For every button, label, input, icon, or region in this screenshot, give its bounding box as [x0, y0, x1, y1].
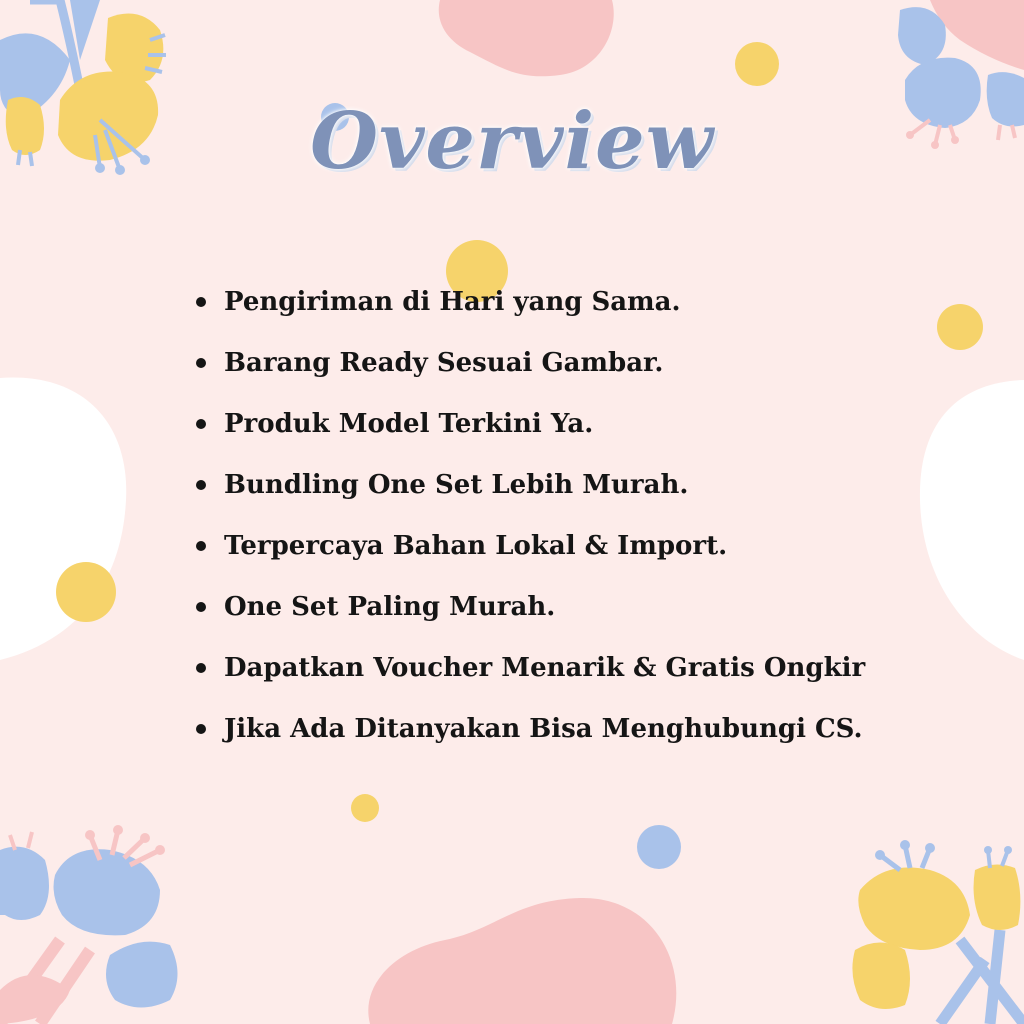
bullet [196, 358, 206, 368]
list-item [196, 646, 865, 707]
page-title: Overview [310, 96, 714, 187]
flower-cluster-bottom-left [0, 825, 178, 1024]
list-item [196, 463, 865, 524]
list-item-text: Bundling One Set Lebih Murah. [224, 470, 689, 500]
bullet [196, 480, 206, 490]
bullet [196, 297, 206, 307]
yellow-dot [937, 304, 983, 350]
list-item-text: Barang Ready Sesuai Gambar. [224, 348, 664, 378]
bullet [196, 602, 206, 612]
list-item-text: Terpercaya Bahan Lokal & Import. [224, 531, 728, 561]
bullet [196, 541, 206, 551]
yellow-dot [351, 794, 379, 822]
list-item [196, 402, 865, 463]
feature-list [196, 280, 865, 768]
list-item-text: Jika Ada Ditanyakan Bisa Menghubungi CS. [224, 714, 863, 744]
pink-blob-top [439, 0, 614, 76]
list-item [196, 524, 865, 585]
list-item [196, 585, 865, 646]
list-item [196, 280, 865, 341]
list-item-text: Produk Model Terkini Ya. [224, 409, 594, 439]
list-item-text: Dapatkan Voucher Menarik & Gratis Ongkir [224, 653, 866, 683]
bullet [196, 419, 206, 429]
white-blob-right [920, 380, 1024, 660]
flower-cluster-bottom-right [852, 840, 1024, 1024]
list-item [196, 707, 865, 768]
yellow-dot [735, 42, 779, 86]
list-item-text: One Set Paling Murah. [224, 592, 556, 622]
bullet [196, 663, 206, 673]
bullet [196, 724, 206, 734]
blue-dot [637, 825, 681, 869]
yellow-dot [56, 562, 116, 622]
list-item-text: Pengiriman di Hari yang Sama. [224, 287, 681, 317]
list-item [196, 341, 865, 402]
pink-blob-bottom [368, 898, 676, 1024]
white-blob-left [0, 377, 126, 660]
